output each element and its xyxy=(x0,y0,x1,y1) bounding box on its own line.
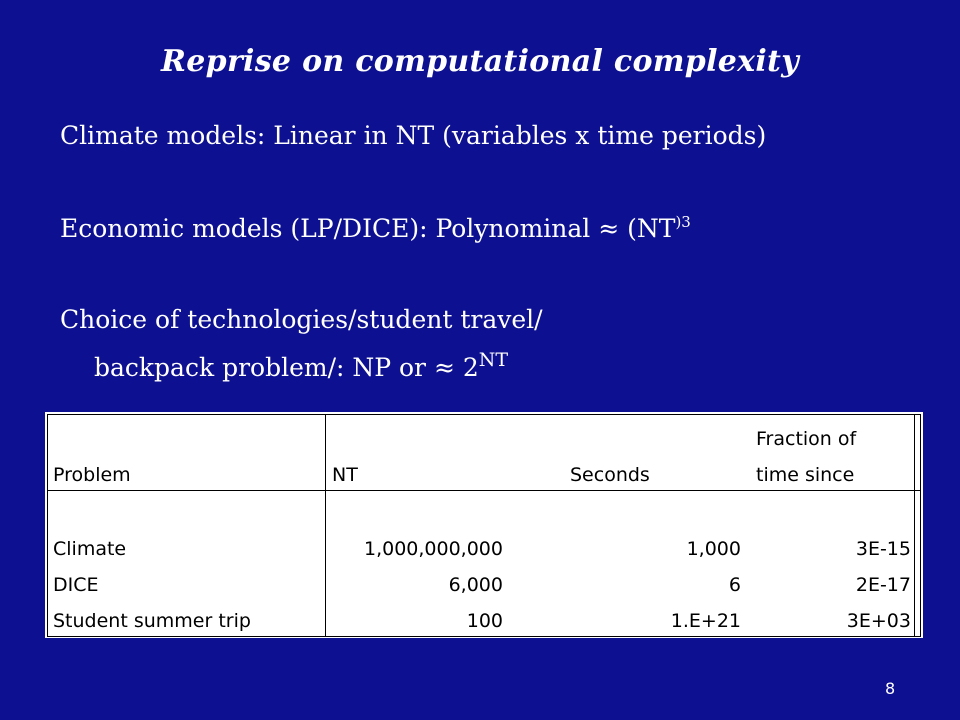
slide-title: Reprise on computational complexity xyxy=(161,44,799,79)
choice-line-1: Choice of technologies/student travel/ xyxy=(60,305,543,334)
row-climate-fraction: 3E-15 xyxy=(855,538,911,560)
table-border-left xyxy=(47,414,48,636)
row-trip-problem: Student summer trip xyxy=(53,610,251,632)
economic-models-exponent: )3 xyxy=(675,213,691,231)
economic-models-text: Economic models (LP/DICE): Polynominal ≈ (NT xyxy=(60,214,676,243)
row-climate-nt: 1,000,000,000 xyxy=(363,538,503,560)
row-trip-fraction: 3E+03 xyxy=(846,610,911,632)
table-header-divider xyxy=(47,490,921,491)
table-border-top xyxy=(47,414,921,415)
table-border-right xyxy=(920,414,921,636)
table-divider-1 xyxy=(325,414,326,636)
row-trip-seconds: 1.E+21 xyxy=(670,610,741,632)
choice-line-2-text: backpack problem/: NP or ≈ 2 xyxy=(94,353,479,382)
row-trip-nt: 100 xyxy=(466,610,503,632)
header-seconds: Seconds xyxy=(570,464,650,486)
row-climate-seconds: 1,000 xyxy=(686,538,741,560)
header-nt: NT xyxy=(332,464,358,486)
choice-line-2-exponent: NT xyxy=(478,349,509,371)
row-dice-fraction: 2E-17 xyxy=(855,574,911,596)
economic-models-line xyxy=(60,213,691,243)
row-dice-nt: 6,000 xyxy=(448,574,503,596)
table-divider-2 xyxy=(914,414,915,636)
table-border-bottom xyxy=(47,636,921,637)
header-fraction-line2: time since xyxy=(756,464,855,486)
complexity-table xyxy=(45,412,923,638)
choice-line-2 xyxy=(94,349,508,382)
climate-models-line: Climate models: Linear in NT (variables x time periods) xyxy=(60,121,767,150)
row-climate-problem: Climate xyxy=(53,538,127,560)
row-dice-problem: DICE xyxy=(53,574,99,596)
header-fraction-line1: Fraction of xyxy=(756,428,857,450)
row-dice-seconds: 6 xyxy=(728,574,741,596)
header-problem: Problem xyxy=(53,464,131,486)
page-number: 8 xyxy=(885,679,896,698)
